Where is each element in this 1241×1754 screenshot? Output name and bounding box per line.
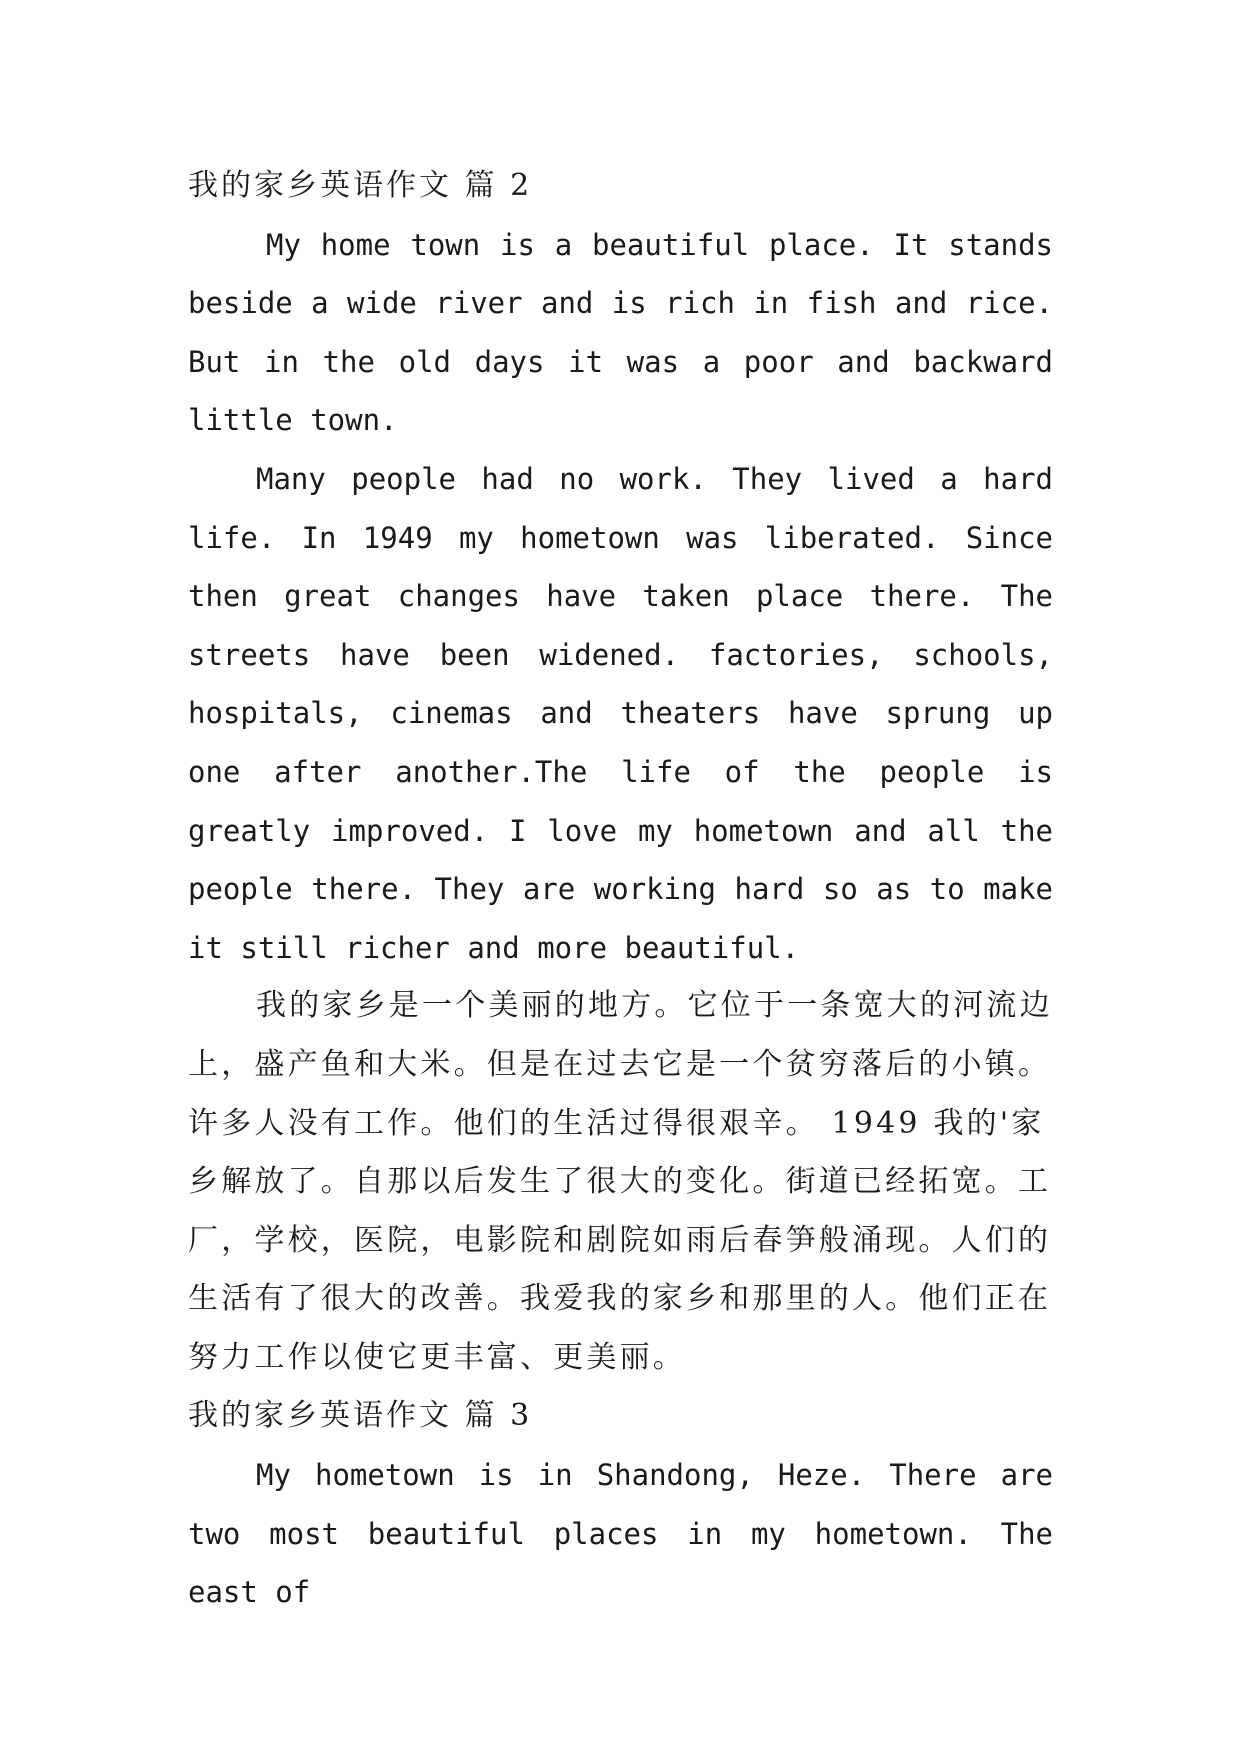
- paragraph-en-3: My hometown is in Shandong, Heze. There are two most beautiful places in my hometown. The east of: [188, 1458, 1053, 1610]
- paragraph-zh-translation: 我的家乡是一个美丽的地方。它位于一条宽大的河流边上，盛产鱼和大米。但是在过去它是一个贫穷落后的小镇。许多人没有工作。他们的生活过得很艰辛。 1949 我的'家乡解放了。自那以后发生了很大的变化。街道已经拓宽。工厂，学校，医院，电影院和剧院如雨后春笋般涌现。人们的生活有了很大的改善。我爱我的家乡和那里的人。他们正在努力工作以使它更丰富、更美丽。: [188, 988, 1053, 1375]
- section-heading-3: 我的家乡英语作文 篇 3: [188, 1398, 533, 1434]
- document-page: [188, 157, 1053, 1622]
- paragraph-en-1: My home town is a beautiful place. It stands beside a wide river and is rich in fish and rice. But in the old days it was a poor and backward little town.: [188, 227, 1053, 438]
- paragraph-en-2: Many people had no work. They lived a hard life. In 1949 my hometown was liberated. Since then great changes have taken place there. The streets have been widened. factories, schools, hospitals, cinemas and theaters have sprung up one after another.The life of the people is greatly improved. I love my hometown and all the people there. They are working hard so as to make it still richer and more beautiful.: [188, 461, 1053, 965]
- section-heading-2: 我的家乡英语作文 篇 2: [188, 168, 533, 203]
